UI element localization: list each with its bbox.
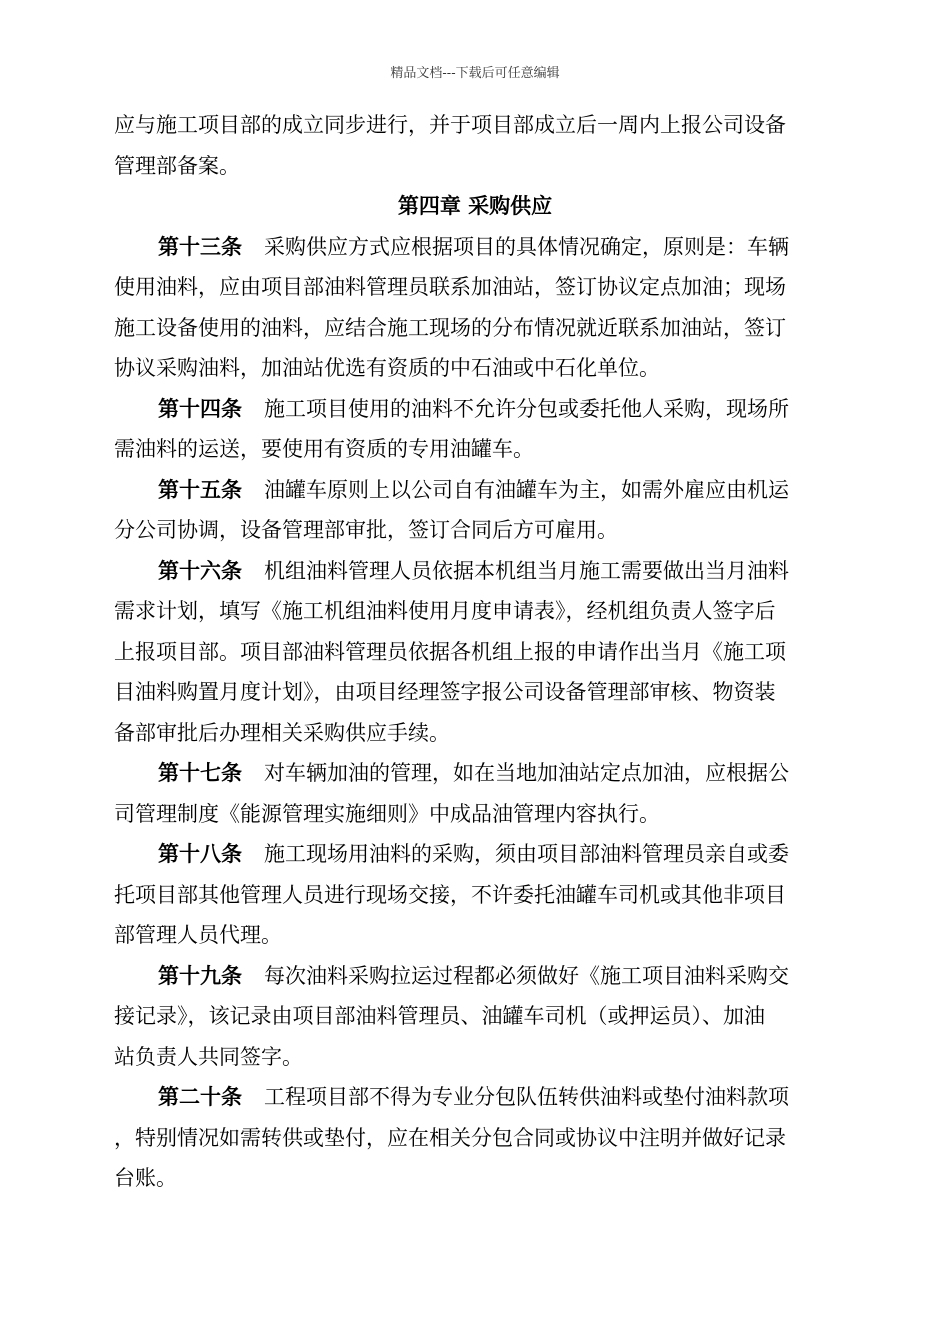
- article-13-line: 使用油料，应由项目部油料管理员联系加油站，签订协议定点加油；现场: [114, 275, 786, 299]
- article-19-first-line: [158, 961, 789, 991]
- article-20-line: 台账。: [114, 1166, 177, 1190]
- article-text: 工程项目部不得为专业分包队伍转供油料或垫付油料款项: [264, 1085, 789, 1109]
- article-label: 第十九条: [158, 964, 242, 988]
- article-20-line: ，特别情况如需转供或垫付，应在相关分包合同或协议中注明并做好记录: [114, 1126, 786, 1150]
- article-14-first-line: [158, 394, 789, 424]
- article-label: 第十六条: [158, 559, 242, 583]
- intro-line: 管理部备案。: [114, 154, 240, 178]
- article-16-first-line: [158, 556, 789, 586]
- article-15-line: 分公司协调，设备管理部审批，签订合同后方可雇用。: [114, 518, 618, 542]
- article-13-line: 协议采购油料，加油站优选有资质的中石油或中石化单位。: [114, 356, 660, 380]
- article-19-line: 接记录》，该记录由项目部油料管理员、油罐车司机（或押运员）、加油: [114, 1004, 765, 1028]
- article-text: 施工项目使用的油料不允许分包或委托他人采购，现场所: [264, 397, 789, 421]
- page-header: 精品文档---下载后可任意编辑: [390, 66, 560, 81]
- article-13-line: 施工设备使用的油料，应结合施工现场的分布情况就近联系加油站，签订: [114, 316, 786, 340]
- article-14-line: 需油料的运送，要使用有资质的专用油罐车。: [114, 437, 534, 461]
- chapter-title: 第四章 采购供应: [397, 194, 553, 218]
- article-18-line: 部管理人员代理。: [114, 923, 282, 947]
- article-17-line: 司管理制度《能源管理实施细则》中成品油管理内容执行。: [114, 802, 660, 826]
- article-16-line: 备部审批后办理相关采购供应手续。: [114, 721, 450, 745]
- article-text: 对车辆加油的管理，如在当地加油站定点加油，应根据公: [264, 761, 789, 785]
- article-text: 油罐车原则上以公司自有油罐车为主，如需外雇应由机运: [264, 478, 789, 502]
- article-17-first-line: [158, 758, 789, 788]
- article-16-line: 需求计划，填写《施工机组油料使用月度申请表》，经机组负责人签字后: [114, 599, 776, 623]
- article-19-line: 站负责人共同签字。: [114, 1045, 303, 1069]
- article-16-line: 上报项目部。项目部油料管理员依据各机组上报的申请作出当月《施工项: [114, 640, 786, 664]
- article-18-first-line: [158, 839, 789, 869]
- article-label: 第十五条: [158, 478, 242, 502]
- article-text: 每次油料采购拉运过程都必须做好《施工项目油料采购交: [264, 964, 789, 988]
- article-20-first-line: [158, 1082, 789, 1112]
- article-text: 采购供应方式应根据项目的具体情况确定，原则是：车辆: [264, 235, 789, 259]
- article-13-first-line: [158, 232, 789, 262]
- article-text: 施工现场用油料的采购，须由项目部油料管理员亲自或委: [264, 842, 789, 866]
- article-18-line: 托项目部其他管理人员进行现场交接，不许委托油罐车司机或其他非项目: [114, 883, 786, 907]
- article-label: 第二十条: [158, 1085, 242, 1109]
- article-label: 第十四条: [158, 397, 242, 421]
- intro-line: 应与施工项目部的成立同步进行，并于项目部成立后一周内上报公司设备: [114, 113, 786, 137]
- article-text: 机组油料管理人员依据本机组当月施工需要做出当月油料: [264, 559, 789, 583]
- article-16-line: 目油料购置月度计划》，由项目经理签字报公司设备管理部审核、物资装: [114, 680, 776, 704]
- article-label: 第十三条: [158, 235, 242, 259]
- article-label: 第十七条: [158, 761, 242, 785]
- article-15-first-line: [158, 475, 789, 505]
- article-label: 第十八条: [158, 842, 242, 866]
